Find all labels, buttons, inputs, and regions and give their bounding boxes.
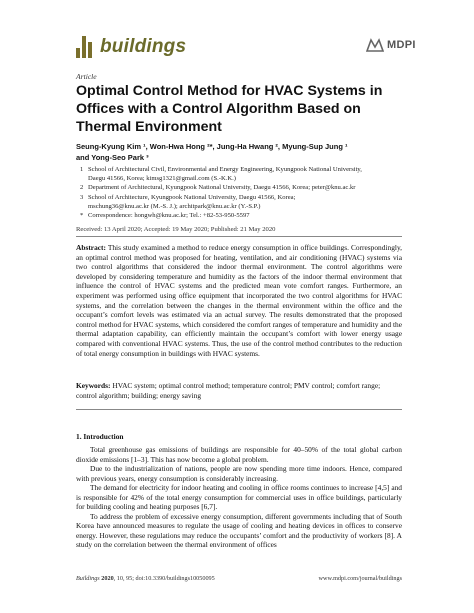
affiliation-line: Daegu 41566, Korea; kimsg1321@gmail.com (S.-K.K.) — [88, 174, 236, 182]
author-line-1: Seung-Kyung Kim ¹, Won-Hwa Hong ²*, Jung-Ha Hwang ², Myung-Sup Jung ¹ — [76, 142, 348, 151]
affiliation-marker: 2 — [80, 184, 84, 191]
affiliation-2 — [80, 184, 410, 193]
author-list — [76, 142, 416, 163]
publisher-name: MDPI — [387, 39, 416, 51]
building-logo-icon — [76, 36, 96, 58]
keywords-text: HVAC system; optimal control method; temperature control; PMV control; comfort range; control algorithm; building; energy saving — [76, 381, 381, 400]
paragraph: To address the problem of excessive energy consumption, different governments including that of South Korea have announced measures to regulate the usage of cooling and heating devices in offices to conserve energy. However, these regulations may reduce the occupants’ comfort and the productivity of workers [8]. A study on the correlation between the thermal environment of offices — [76, 511, 402, 550]
correspondence — [80, 212, 410, 221]
citation-year: 2020 — [101, 575, 114, 582]
citation-journal: Buildings — [76, 575, 100, 582]
mdpi-mark-icon — [366, 38, 384, 52]
affiliation-3 — [80, 194, 410, 211]
affiliation-marker: 3 — [80, 194, 84, 201]
affiliation-line: Department of Architectural, Kyungpook National University, Daegu 41566, Korea; peter@knu.ac.kr — [88, 184, 356, 191]
author-line-2: and Yong-Seo Park ³ — [76, 152, 149, 162]
citation-details: , 10, 95; doi:10.3390/buildings10050095 — [113, 575, 215, 582]
keywords-label: Keywords: — [76, 381, 111, 390]
affiliation-line: mschung36@knu.ac.kr (M.-S. J.); architpark@knu.ac.kr (Y.-S.P.) — [88, 202, 261, 210]
body-text — [76, 445, 402, 550]
divider — [76, 409, 402, 410]
correspondence-line: Correspondence: hongwh@knu.ac.kr; Tel.: +82-53-950-5597 — [88, 212, 250, 219]
publication-dates: Received: 13 April 2020; Accepted: 19 May 2020; Published: 21 May 2020 — [76, 226, 276, 233]
journal-name: buildings — [100, 36, 187, 57]
footer-citation — [76, 575, 215, 582]
journal-logo — [76, 36, 186, 58]
divider — [76, 236, 402, 237]
affiliation-1 — [80, 166, 410, 183]
paragraph: The demand for electricity for indoor heating and cooling in office rooms continues to increase [4,5] and is responsible for 42% of the total energy consumption for commercial uses in office buildings, particularly for building cooling and heating purposes [6,7]. — [76, 483, 402, 512]
publisher-logo — [366, 38, 416, 52]
page-title: Optimal Control Method for HVAC Systems in Offices with a Control Algorithm Based on Thermal Environment — [76, 83, 383, 136]
section-heading: 1. Introduction — [76, 432, 124, 441]
affiliation-marker: 1 — [80, 166, 84, 173]
journal-url[interactable]: www.mdpi.com/journal/buildings — [318, 575, 402, 582]
paragraph: Due to the industrialization of nations, people are now spending more time indoors. Hence, compared with previous years, energy consumption is considerably increasing. — [76, 464, 402, 483]
affiliation-line: School of Architecture, Kyungpook National University, Daegu 41566, Korea; — [88, 194, 296, 201]
affiliation-line: School of Architectural Civil, Environmental and Energy Engineering, Kyungpook National University, — [88, 166, 362, 173]
keywords — [76, 381, 402, 400]
abstract — [76, 243, 402, 358]
abstract-text: This study examined a method to reduce energy consumption in office buildings. Correspondingly, an optimal control method was proposed for heating, ventilation, and air conditioning (HVAC) systems via two control algorithms that considered the indoor thermal environment. The control algorithms were developed by considering temperature and humidity as the factors of the indoor thermal environment that influence the control of HVAC systems and the predicted mean vote comfort ranges. Furthermore, an experiment was performed using office equipment that incorporated the two control algorithms for HVAC systems, and the correlation between the changes in the thermal environment within the office and the occupant’s comfort levels was estimated via an actual survey. The results demonstrated that the proposed control method for HVAC systems, which considered the comfort ranges of temperature and humidity and the thermal adaptation capability, can efficiently maintain the occupant’s comfort with lower energy usage compared with conventional HVAC systems. Thus, the use of the control method contributes to the reduction of total energy consumption in buildings with HVAC systems. — [76, 243, 403, 358]
affiliation-marker: * — [80, 212, 84, 219]
article-type: Article — [76, 72, 97, 81]
abstract-label: Abstract: — [76, 243, 106, 252]
paragraph: Total greenhouse gas emissions of buildings are responsible for 40–50% of the total global carbon dioxide emissions [1–3]. This has now become a global problem. — [76, 445, 402, 464]
